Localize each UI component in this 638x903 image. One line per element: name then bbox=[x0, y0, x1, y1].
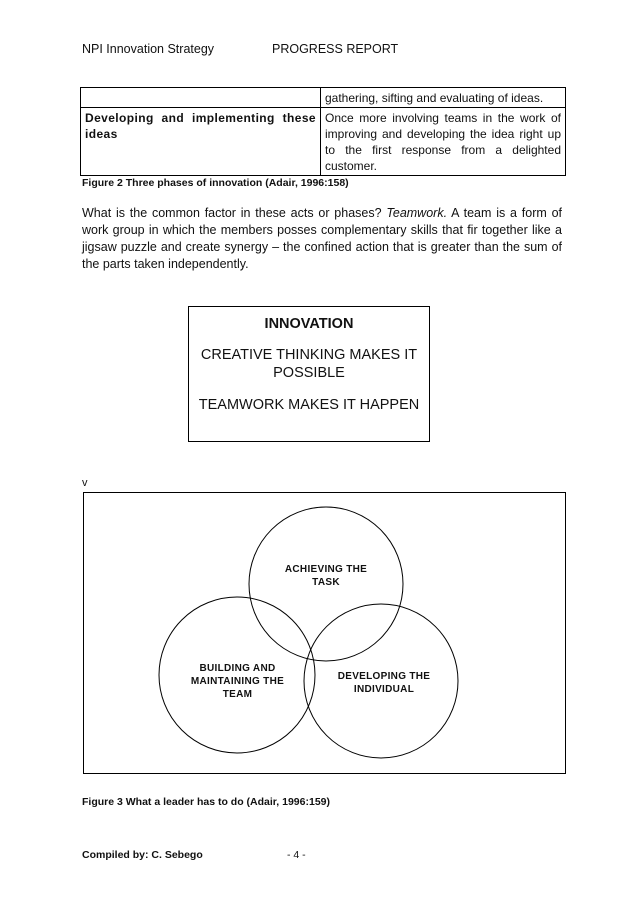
venn-diagram bbox=[83, 492, 566, 774]
table-cell-description: gathering, sifting and evaluating of ideas. bbox=[321, 88, 566, 108]
table-cell-phase: Developing and implementing these ideas bbox=[81, 108, 321, 176]
stray-mark: v bbox=[82, 477, 88, 489]
venn-circles bbox=[84, 493, 565, 773]
venn-label-team: BUILDING AND MAINTAINING THE TEAM bbox=[190, 663, 285, 700]
innovation-phases-table bbox=[80, 87, 566, 176]
venn-label-task: ACHIEVING THE TASK bbox=[284, 564, 368, 588]
footer-compiled-by: Compiled by: C. Sebego bbox=[82, 849, 203, 861]
header-report-label: PROGRESS REPORT bbox=[272, 42, 399, 56]
figure-3-caption: Figure 3 What a leader has to do (Adair, 1996:159) bbox=[82, 796, 330, 808]
paragraph-text-end: A team is a form of work group in which the members posses complementary skills that fir together like a jigsaw puzzle and create synergy – the confined action that is greater than the sum of the parts taken independently. bbox=[82, 206, 562, 271]
body-paragraph bbox=[82, 205, 562, 273]
page-header bbox=[82, 42, 562, 62]
table-cell-description: Once more involving teams in the work of improving and developing the idea right up to the first response from a delighted customer. bbox=[321, 108, 566, 176]
table-row bbox=[81, 88, 566, 108]
paragraph-emphasis: Teamwork. bbox=[386, 206, 448, 220]
innovation-line-creative: CREATIVE THINKING MAKES IT POSSIBLE bbox=[200, 347, 418, 381]
figure-2-caption: Figure 2 Three phases of innovation (Adair, 1996:158) bbox=[82, 177, 349, 189]
innovation-line-teamwork: TEAMWORK MAKES IT HAPPEN bbox=[198, 397, 420, 413]
table-row bbox=[81, 108, 566, 176]
page-number: - 4 - bbox=[287, 849, 306, 861]
innovation-box bbox=[188, 306, 430, 442]
header-title: NPI Innovation Strategy bbox=[82, 42, 215, 56]
paragraph-text-start: What is the common factor in these acts or phases? bbox=[82, 206, 387, 220]
venn-label-individual: DEVELOPING THE INDIVIDUAL bbox=[337, 671, 431, 695]
innovation-title: INNOVATION bbox=[264, 316, 354, 332]
table-cell-phase bbox=[81, 88, 321, 108]
